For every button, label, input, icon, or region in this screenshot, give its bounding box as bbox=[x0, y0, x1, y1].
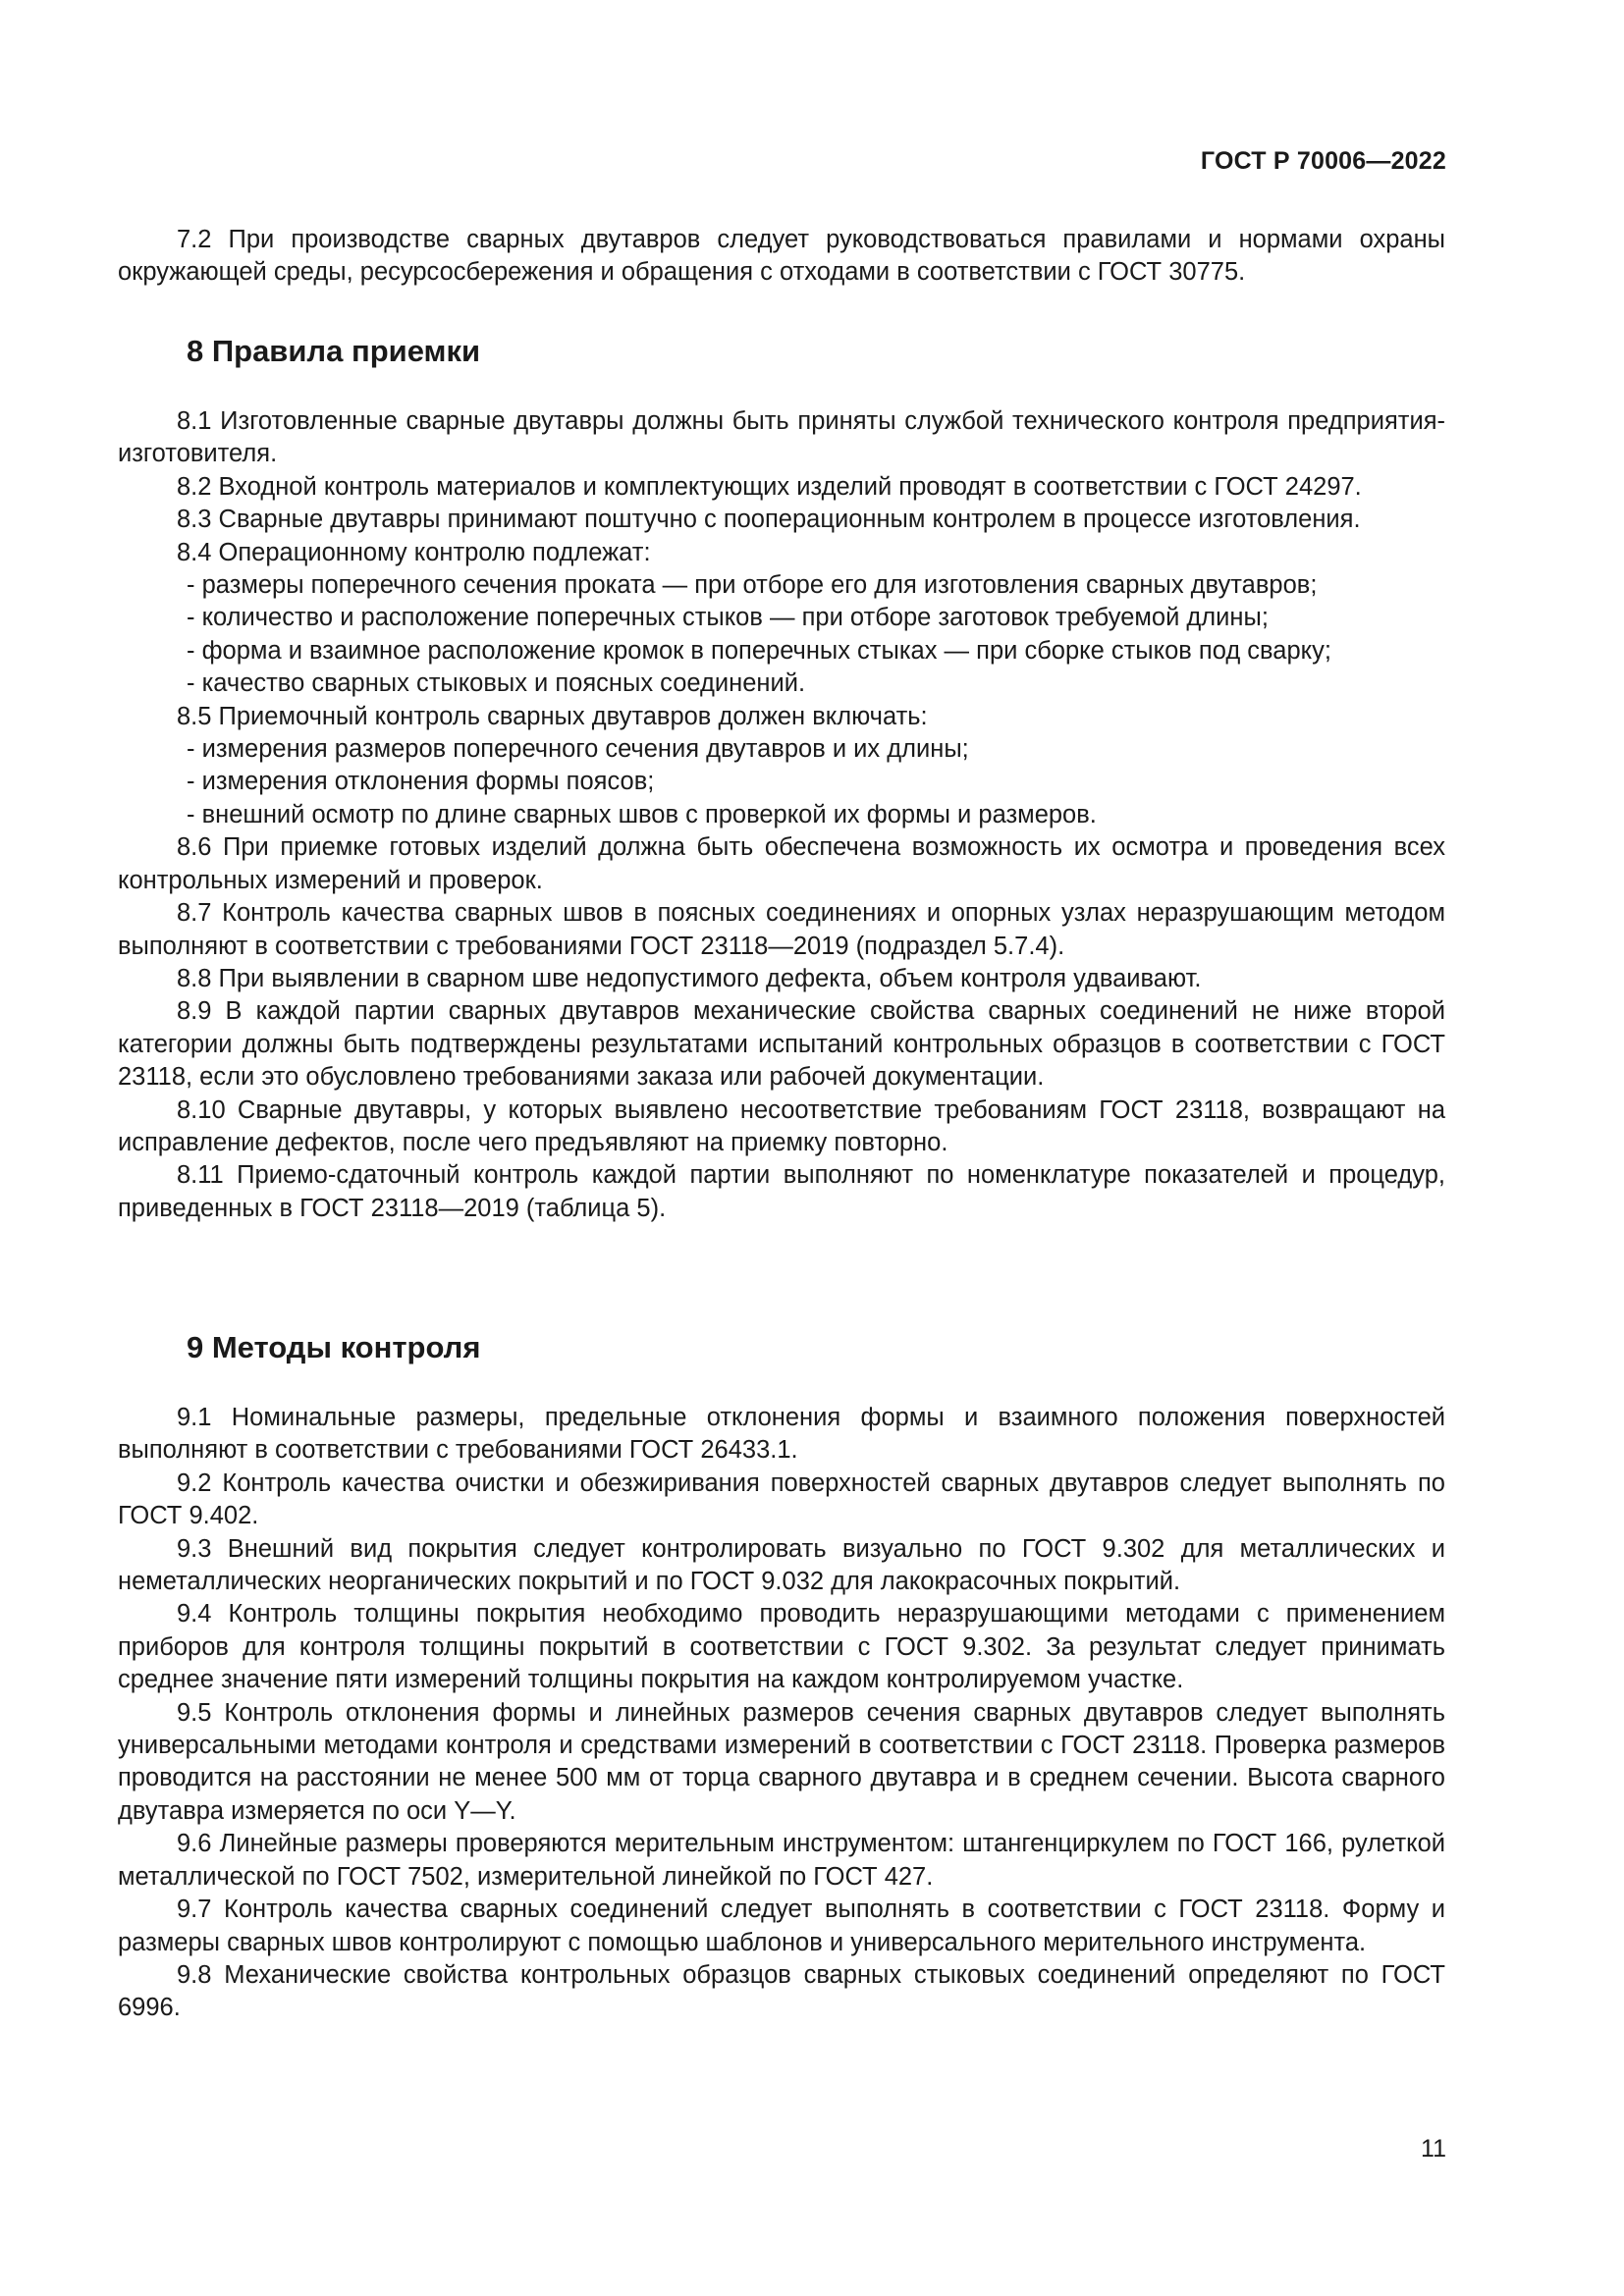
section-7-continuation bbox=[118, 224, 1445, 290]
list-item: - измерения отклонения формы поясов; bbox=[187, 768, 655, 796]
paragraph-8-1: 8.1 Изготовленные сварные двутавры должны быть приняты службой технического контроля предприятия-изготовителя. bbox=[118, 407, 1445, 468]
section-8-title: 8 Правила приемки bbox=[187, 334, 481, 368]
paragraph-9-5: 9.5 Контроль отклонения формы и линейных размеров сечения сварных двутавров следует выполнять универсальными методами контроля и средствами измерений в соответствии с ГОСТ 23118. Проверка размеров проводится на расстоянии не менее 500 мм от торца сварного двутавра и в среднем сечении. Высота сварного двутавра измеряется по оси Y—Y. bbox=[118, 1698, 1445, 1825]
list-item: - форма и взаимное расположение кромок в поперечных стыках — при сборке стыков под сварку; bbox=[187, 636, 1331, 665]
paragraph-9-4: 9.4 Контроль толщины покрытия необходимо проводить неразрушающими методами с применением приборов для контроля толщины покрытий в соответствии с ГОСТ 9.302. За результат следует принимать среднее значение пяти измерений толщины покрытия на каждом контролируемом участке. bbox=[118, 1600, 1445, 1694]
paragraph-8-3: 8.3 Сварные двутавры принимают поштучно с пооперационным контролем в процессе изготовления. bbox=[177, 506, 1361, 534]
paragraph-8-5: 8.5 Приемочный контроль сварных двутавров должен включать: bbox=[177, 702, 928, 730]
section-9 bbox=[118, 1328, 1445, 2025]
list-item: - размеры поперечного сечения проката — при отборе его для изготовления сварных двутавров; bbox=[187, 571, 1318, 600]
paragraph-8-11: 8.11 Приемо-сдаточный контроль каждой партии выполняют по номенклатуре показателей и процедур, приведенных в ГОСТ 23118—2019 (таблица 5). bbox=[118, 1161, 1445, 1222]
paragraph-8-6: 8.6 При приемке готовых изделий должна быть обеспечена возможность их осмотра и проведения всех контрольных измерений и проверок. bbox=[118, 833, 1445, 894]
document-code-header: ГОСТ Р 70006—2022 bbox=[1200, 147, 1446, 175]
list-item: - измерения размеров поперечного сечения двутавров и их длины; bbox=[187, 735, 969, 764]
list-item: - количество и расположение поперечных стыков — при отборе заготовок требуемой длины; bbox=[187, 604, 1269, 632]
section-9-title: 9 Методы контроля bbox=[187, 1330, 481, 1364]
section-8 bbox=[118, 332, 1445, 1225]
paragraph-8-7: 8.7 Контроль качества сварных швов в поясных соединениях и опорных узлах неразрушающим методом выполняют в соответствии с требованиями ГОСТ 23118—2019 (подраздел 5.7.4). bbox=[118, 899, 1445, 960]
page-number: 11 bbox=[1421, 2135, 1446, 2163]
paragraph-9-3: 9.3 Внешний вид покрытия следует контролировать визуально по ГОСТ 9.302 для металлических и неметаллических неорганических покрытий и по ГОСТ 9.032 для лакокрасочных покрытий. bbox=[118, 1534, 1445, 1596]
paragraph-9-6: 9.6 Линейные размеры проверяются мерительным инструментом: штангенциркулем по ГОСТ 166, рулеткой металлической по ГОСТ 7502, измерительной линейкой по ГОСТ 427. bbox=[118, 1830, 1445, 1891]
paragraph-7-2: 7.2 При производстве сварных двутавров следует руководствоваться правилами и нормами охраны окружающей среды, ресурсосбережения и обращения с отходами в соответствии с ГОСТ 30775. bbox=[118, 226, 1445, 287]
paragraph-8-8: 8.8 При выявлении в сварном шве недопустимого дефекта, объем контроля удваивают. bbox=[177, 964, 1202, 992]
paragraph-9-7: 9.7 Контроль качества сварных соединений следует выполнять в соответствии с ГОСТ 23118. Форму и размеры сварных швов контролируют с помощью шаблонов и универсального мерительного инструмента. bbox=[118, 1896, 1445, 1956]
paragraph-8-4: 8.4 Операционному контролю подлежат: bbox=[177, 538, 651, 566]
paragraph-9-2: 9.2 Контроль качества очистки и обезжиривания поверхностей сварных двутавров следует выполнять по ГОСТ 9.402. bbox=[118, 1468, 1445, 1530]
paragraph-8-10: 8.10 Сварные двутавры, у которых выявлено несоответствие требованиям ГОСТ 23118, возвращают на исправление дефектов, после чего предъявляют на приемку повторно. bbox=[118, 1095, 1445, 1156]
paragraph-8-9: 8.9 В каждой партии сварных двутавров механические свойства сварных соединений не ниже второй категории должны быть подтверждены результатами испытаний контрольных образцов в соответствии с ГОСТ 23118, если это обусловлено требованиями заказа или рабочей документации. bbox=[118, 997, 1445, 1092]
paragraph-8-2: 8.2 Входной контроль материалов и комплектующих изделий проводят в соответствии с ГОСТ 24297. bbox=[177, 472, 1362, 501]
paragraph-9-1: 9.1 Номинальные размеры, предельные отклонения формы и взаимного положения поверхностей выполняют в соответствии с требованиями ГОСТ 26433.1. bbox=[118, 1404, 1445, 1465]
paragraph-9-8: 9.8 Механические свойства контрольных образцов сварных стыковых соединений определяют по ГОСТ 6996. bbox=[118, 1960, 1445, 2022]
list-item: - качество сварных стыковых и поясных соединений. bbox=[187, 669, 806, 698]
list-item: - внешний осмотр по длине сварных швов с проверкой их формы и размеров. bbox=[187, 800, 1097, 828]
